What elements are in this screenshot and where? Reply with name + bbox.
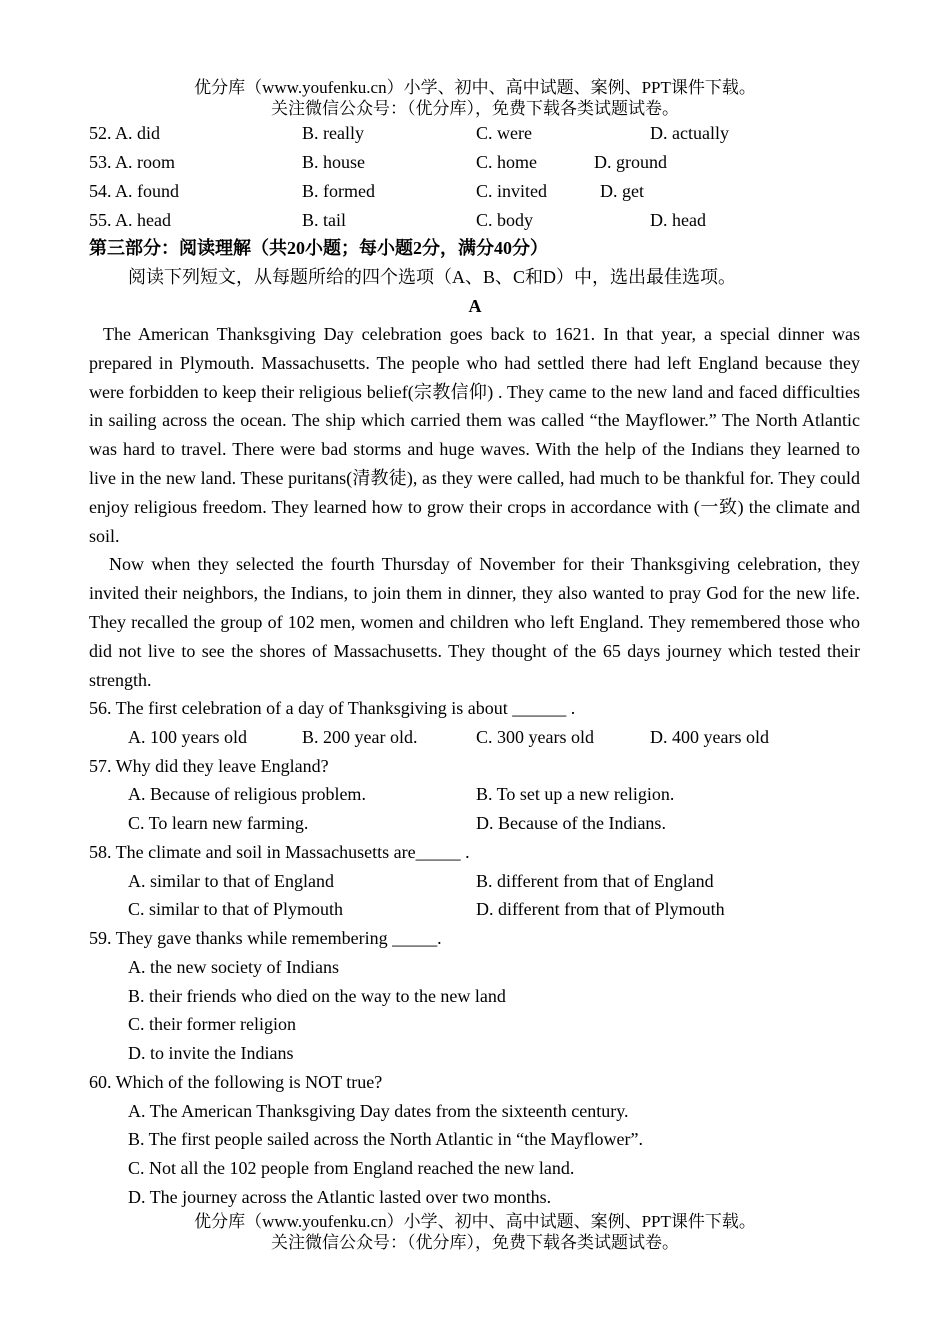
q56-option-c: C. 300 years old	[476, 727, 594, 747]
q56-stem: 56. The first celebration of a day of Thanksgiving is about ______ .	[89, 698, 576, 718]
q57-option-b: B. To set up a new religion.	[476, 784, 675, 804]
section-instruction: 阅读下列短文，从每题所给的四个选项（A、B、C和D）中，选出最佳选项。	[128, 267, 737, 287]
q56-option-a: A. 100 years old	[128, 727, 247, 747]
passage-label: A	[468, 296, 482, 316]
q60-option-b: B. The first people sailed across the North Atlantic in “the Mayflower”.	[128, 1129, 644, 1149]
q60-option-d: D. The journey across the Atlantic lasted over two months.	[128, 1187, 552, 1207]
q57-stem: 57. Why did they leave England?	[89, 756, 329, 776]
header-line-1: 优分库（www.youfenku.cn）小学、初中、高中试题、案例、PPT课件下载。	[194, 78, 756, 97]
q52-option-c: C. were	[476, 123, 532, 143]
q55-option-a: 55. A. head	[89, 210, 171, 230]
q59-option-a: A. the new society of Indians	[128, 957, 339, 977]
q54-option-a: 54. A. found	[89, 181, 179, 201]
q56-option-b: B. 200 year old.	[302, 727, 418, 747]
section-title: 第三部分：阅读理解（共20小题；每小题2分，满分40分）	[89, 238, 548, 258]
q57-option-a: A. Because of religious problem.	[128, 784, 366, 804]
q60-option-a: A. The American Thanksgiving Day dates from the sixteenth century.	[128, 1101, 629, 1121]
q57-option-c: C. To learn new farming.	[128, 813, 309, 833]
q53-option-a: 53. A. room	[89, 152, 176, 172]
q57-option-d: D. Because of the Indians.	[476, 813, 666, 833]
q59-stem: 59. They gave thanks while remembering _____.	[89, 928, 442, 948]
q58-stem: 58. The climate and soil in Massachusetts are_____ .	[89, 842, 470, 862]
q60-option-c: C. Not all the 102 people from England reached the new land.	[128, 1158, 575, 1178]
q54-option-d: D. get	[600, 181, 644, 201]
passage-paragraph-1: The American Thanksgiving Day celebration goes back to 1621. In that year, a special dinner was prepared in Plymouth. Massachusetts. The people who had settled there had left England because they were forbidden to keep their religious belief(宗教信仰) . They came to the new land and faced difficulties in sailing across the ocean. The ship which carried them was called “the Mayflower.” The North Atlantic was hard to travel. There were bad storms and huge waves. With the help of the Indians they learned to live in the new land. These puritans(清教徒), as they were called, had much to be thankful for. They could enjoy religious freedom. They learned how to grow their crops in accordance with (一致) the climate and soil.	[89, 324, 860, 546]
q58-option-c: C. similar to that of Plymouth	[128, 899, 343, 919]
q56-option-d: D. 400 years old	[650, 727, 769, 747]
passage-paragraph-2: Now when they selected the fourth Thursday of November for their Thanksgiving celebration, they invited their neighbors, the Indians, to join them in dinner, they also wanted to pray God for the new life. They recalled the group of 102 men, women and children who left England. They remembered those who did not live to see the shores of Massachusetts. They thought of the 65 days journey which tested their strength.	[89, 554, 860, 690]
q55-option-d: D. head	[650, 210, 706, 230]
q54-option-c: C. invited	[476, 181, 547, 201]
q58-option-d: D. different from that of Plymouth	[476, 899, 725, 919]
q55-option-c: C. body	[476, 210, 534, 230]
q58-option-a: A. similar to that of England	[128, 871, 334, 891]
q53-option-b: B. house	[302, 152, 365, 172]
passage	[89, 320, 860, 694]
header-line-2: 关注微信公众号：（优分库），免费下载各类试题试卷。	[271, 99, 679, 118]
q54-option-b: B. formed	[302, 181, 375, 201]
footer-line-1: 优分库（www.youfenku.cn）小学、初中、高中试题、案例、PPT课件下载。	[194, 1212, 756, 1231]
q58-option-b: B. different from that of England	[476, 871, 714, 891]
q55-option-b: B. tail	[302, 210, 346, 230]
q60-stem: 60. Which of the following is NOT true?	[89, 1072, 383, 1092]
q53-option-d: D. ground	[594, 152, 667, 172]
q59-option-c: C. their former religion	[128, 1014, 296, 1034]
q53-option-c: C. home	[476, 152, 537, 172]
q52-option-a: 52. A. did	[89, 123, 161, 143]
q59-option-b: B. their friends who died on the way to the new land	[128, 986, 506, 1006]
footer-line-2: 关注微信公众号：（优分库），免费下载各类试题试卷。	[271, 1233, 679, 1252]
q59-option-d: D. to invite the Indians	[128, 1043, 294, 1063]
q52-option-b: B. really	[302, 123, 364, 143]
q52-option-d: D. actually	[650, 123, 729, 143]
